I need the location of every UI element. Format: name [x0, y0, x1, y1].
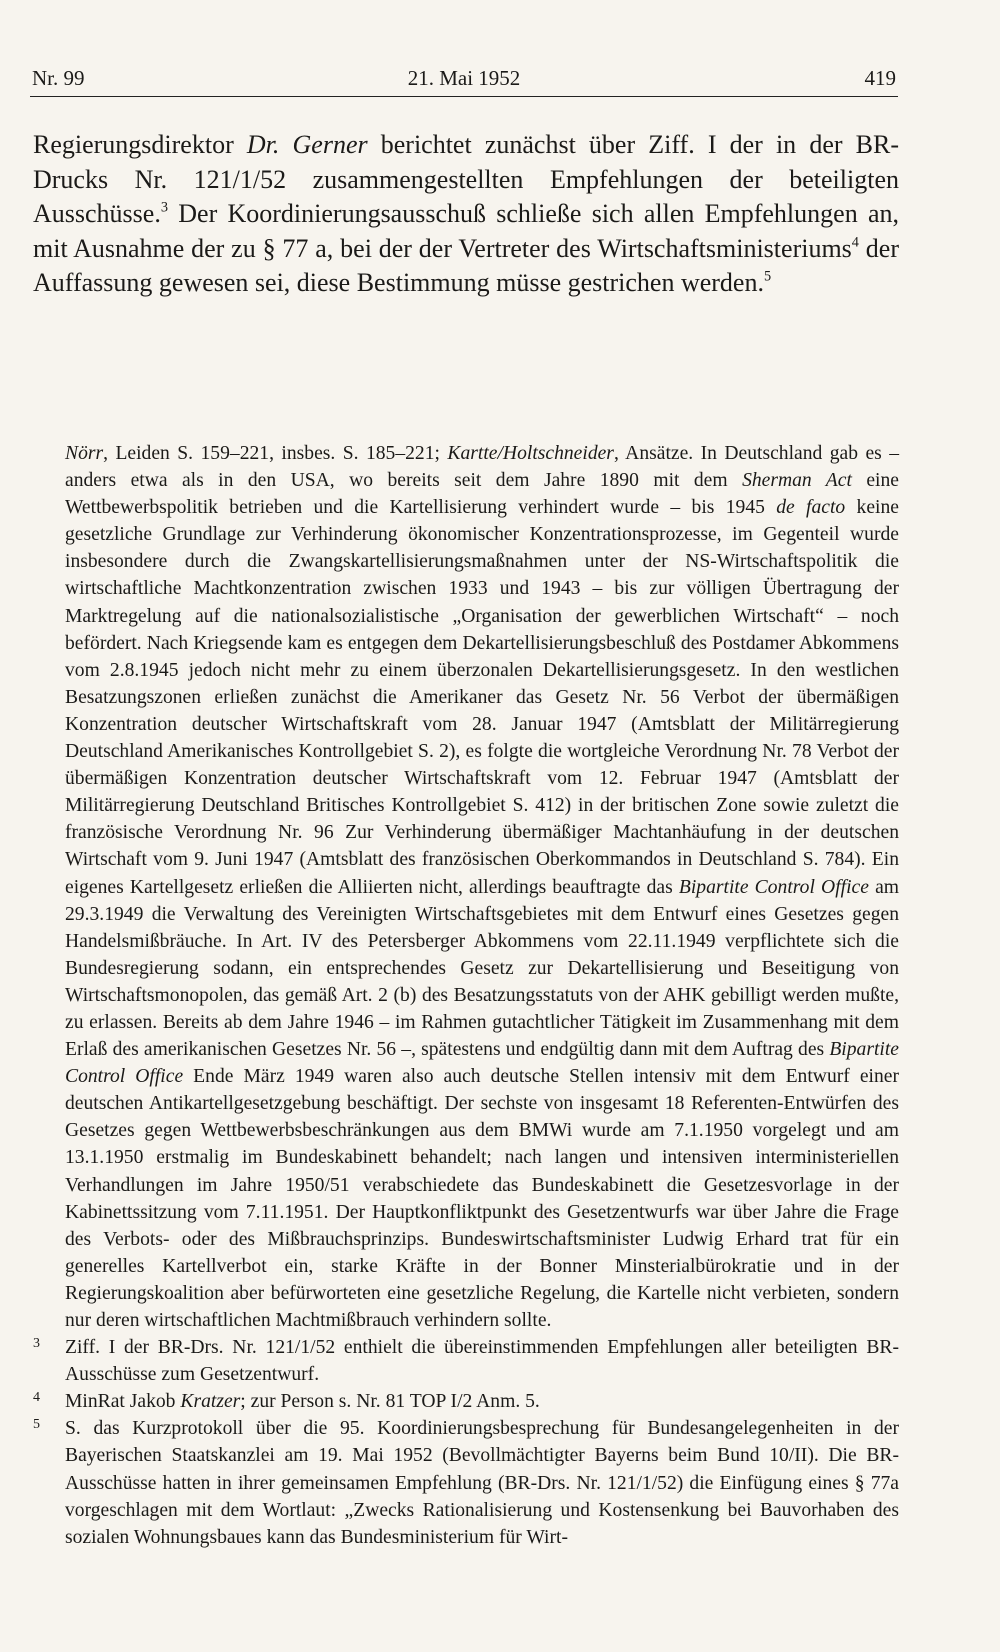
- person-name: Dr. Gerner: [246, 130, 368, 159]
- footnote-text: MinRat Jakob: [65, 1391, 181, 1413]
- person-name: Kratzer: [180, 1391, 241, 1413]
- footnote-4: [33, 1388, 899, 1415]
- text-run: , Ansätze. In Deutschland gab es – anders etwa als in den USA, wo bereits seit dem Jahre 1890 mit dem: [65, 443, 900, 492]
- footnote-text: ; zur Person s. Nr. 81 TOP I/2 Anm. 5.: [240, 1391, 540, 1413]
- text-run: keine gesetzliche Grundlage zur Verhinderung ökonomischer Konzentrationsprozesse, im Gegenteil wurde insbesondere durch die Zwangskartellisierungsmaßnahmen unter der NS-Wirtschaftspolitik die wirtschaftliche Machtkonzentration zwischen 1933 und 1943 – bis zur völligen Übertragung der Marktregelung auf die nationalsozialistische „Organisation der gewerblichen Wirtschaft“ – noch befördert. Nach Kriegsende kam es entgegen dem Dekartellisierungsbeschluß des Postdamer Abkommens vom 2.8.1945 jedoch nicht mehr zu einem überzonalen Dekartellisierungsgesetz. In den westlichen Besatzungszonen erließen zunächst die Amerikaner das Gesetz Nr. 56 Verbot der übermäßigen Konzentration deutscher Wirtschaftskraft vom 28. Januar 1947 (Amtsblatt der Militärregierung Deutschland Amerikanisches Kontrollgebiet S. 2), es folgte die wortgleiche Verordnung Nr. 78 Verbot der übermäßigen Konzentration deutscher Wirtschaftskraft vom 12. Februar 1947 (Amtsblatt der Militärregierung Deutschland Britisches Kontrollgebiet S. 412) in der britischen Zone sowie zuletzt die französische Verordnung Nr. 96 Zur Verhinderung übermäßiger Machtanhäufung in der deutschen Wirtschaft vom 9. Juni 1947 (Amtsblatt des französischen Oberkommandos in Deutschland S. 784). Ein eigenes Kartellgesetz erließen die Alliierten nicht, allerdings beauftragte das: [65, 497, 899, 898]
- text-run: Regierungsdirektor: [33, 130, 247, 159]
- footnotes: [33, 440, 899, 1551]
- running-header: [30, 66, 898, 97]
- office-name: Bipartite Control Office: [65, 1039, 899, 1088]
- footnote-mark: 3: [33, 1336, 40, 1352]
- text-run: am 29.3.1949 die Verwaltung des Vereinigten Wirtschaftsgebietes mit dem Entwurf eines Gesetzes gegen Handelsmißbräuche. In Art. IV des Petersberger Abkommens vom 22.11.1949 verpflichtete sich die Bundesregierung sodann, ein entsprechendes Gesetz zur Dekartellisierung und Beseitigung von Wirtschaftsmonopolen, das gemäß Art. 2 (b) des Besatzungsstatuts von der AHK gebilligt werden mußte, zu erlassen. Bereits ab dem Jahre 1946 – im Rahmen gutachtlicher Tätigkeit im Zusammenhang mit dem Erlaß des amerikanischen Gesetzes Nr. 56 –, spätestens und endgültig dann mit dem Auftrag des: [65, 876, 900, 1061]
- office-name: Bipartite Control Office: [678, 876, 869, 898]
- footnote-ref-3[interactable]: 3: [160, 199, 168, 216]
- author-name: Kartte/Holtschneider: [447, 443, 614, 464]
- text-run: eine Wettbewerbspolitik betrieben und die Kartellisierung verhindert wurde – bis 1945: [65, 470, 899, 519]
- latin-term: de facto: [776, 497, 846, 519]
- footnote-mark: 4: [33, 1390, 40, 1406]
- text-run: Ende März 1949 waren also auch deutsche Stellen intensiv mit dem Entwurf einer deutschen Antikartellgesetzgebung beschäftigt. Der sechste von insgesamt 18 Referenten-Entwürfen des Gesetzes gegen Wettbewerbsbeschränkungen aus dem BMWi wurde am 7.1.1950 vorgelegt und am 13.1.1950 erstmalig im Bundeskabinett behandelt; nach langen und intensiven interministeriellen Verhandlungen im Jahre 1950/51 verabschiedete das Bundeskabinett die Gesetzesvorlage in der Kabinettssitzung vom 7.11.1951. Der Hauptkonfliktpunkt des Gesetzentwurfs war über Jahre die Frage des Verbots- oder des Mißbrauchsprinzips. Bundeswirtschaftsminister Ludwig Erhard trat für ein generelles Kartellverbot ein, starke Kräfte in der Bonner Minsterialbürokratie und in der Regierungskoalition aber befürworteten eine gesetzliche Regelung, die Kartelle nicht verbieten, sondern nur deren wirtschaftlichen Machtmißbrauch verhindern sollte.: [65, 1066, 899, 1331]
- footnote-text: Ziff. I der BR-Drs. Nr. 121/1/52 enthielt die übereinstimmenden Empfehlungen aller beteiligten BR-Ausschüsse zum Gesetzentwurf.: [65, 1337, 899, 1386]
- main-paragraph: [33, 128, 899, 301]
- footnote-3: [33, 1334, 899, 1388]
- text-run: der Auffassung gewesen sei, diese Bestimmung müsse gestrichen werden.: [33, 233, 899, 297]
- text-run: Der Koordinierungsausschuß schließe sich allen Empfehlungen an, mit Ausnahme der zu § 77 a, bei der der Vertreter des Wirtschaftsministeriums: [33, 199, 899, 263]
- page-number: 419: [864, 66, 896, 90]
- author-name: Nörr: [65, 443, 104, 464]
- footnote-ref-4[interactable]: 4: [851, 233, 859, 250]
- footnote-text: S. das Kurzprotokoll über die 95. Koordinierungsbesprechung für Bundesangelegenheiten in der Bayerischen Staatskanzlei am 19. Mai 1952 (Bevollmächtigter Bayerns beim Bund 10/II). Die BR-Ausschüsse hatten in ihrer gemeinsamen Empfehlung (BR-Drs. Nr. 121/1/52) die Einfügung eines § 77a vorgeschlagen mit dem Wortlaut: „Zwecks Rationalisierung und Kostensenkung bei Bauvorhaben des sozialen Wohnungsbaues kann das Bundesministerium für Wirt-: [65, 1418, 899, 1548]
- footnote-ref-5[interactable]: 5: [763, 268, 772, 285]
- text-run: berichtet zunächst über Ziff. I der in der BR-Drucks Nr. 121/1/52 zusammengestellten Empfehlungen der beteiligten Ausschüsse.: [33, 130, 899, 228]
- footnote-mark: 5: [33, 1417, 40, 1433]
- footnote-5: [33, 1415, 899, 1550]
- text-run: , Leiden S. 159–221, insbes. S. 185–221;: [103, 443, 448, 464]
- document-number: Nr. 99: [32, 66, 85, 90]
- law-name: Sherman Act: [742, 470, 852, 492]
- footnote-continuation: [33, 440, 899, 1334]
- header-date: 21. Mai 1952: [407, 66, 521, 90]
